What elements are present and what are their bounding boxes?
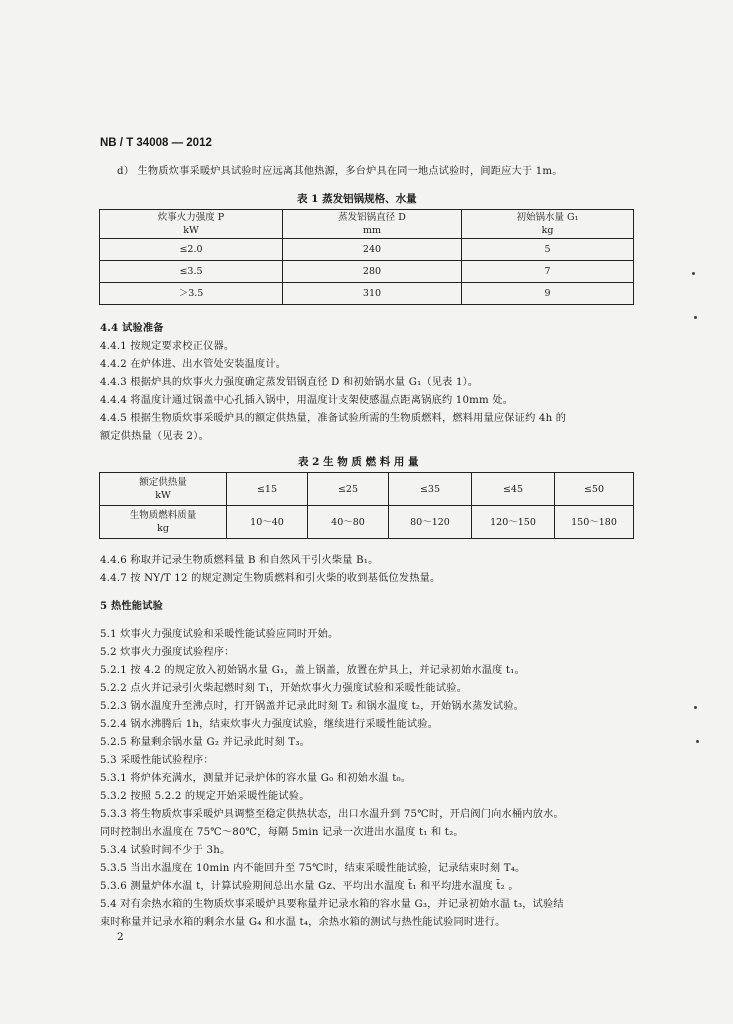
text-line: 5.2.3 锅水温度升至沸点时，打开锅盖并记录此时刻 T₂ 和锅水温度 t₂，开始锅水蒸发试验。 <box>100 701 525 712</box>
text-line: 4.4.3 根据炉具的炊事火力强度确定蒸发铝锅直径 D 和初始锅水量 G₁（见表 1）。 <box>100 377 479 388</box>
text-line: 5.3.4 试验时间不少于 3h。 <box>100 845 231 856</box>
table1-evaporating-pot-specs <box>99 209 634 305</box>
section-heading: 5 热性能试验 <box>100 600 163 612</box>
table2-cell: 150～180 <box>555 506 634 539</box>
text-line: 4.4.2 在炉体进、出水管处安装温度计。 <box>100 359 287 370</box>
scan-speck <box>694 706 697 709</box>
scan-speck <box>694 316 697 319</box>
text-line: 5.3.1 将炉体充满水，测量并记录炉体的容水量 G₀ 和初始水温 t₀。 <box>100 773 412 784</box>
page-number: 2 <box>117 931 124 943</box>
table2-cell: ≤45 <box>472 473 555 506</box>
text-line: 5.3 采暖性能试验程序： <box>100 755 214 766</box>
table1-cell: ＞3.5 <box>100 283 283 305</box>
table1-header-cell: 初始锅水量 G₁ kg <box>462 210 634 239</box>
table2-cell: ≤50 <box>555 473 634 506</box>
text-line: 5.3.6 测量炉体水温 t，计算试验期间总出水量 Gz、平均出水温度 t̄₁ 和平均进水温度 t̄₂ 。 <box>100 881 519 892</box>
table1-caption: 表 1 蒸发铝锅规格、水量 <box>297 193 417 205</box>
text-line: 5.2.1 按 4.2 的规定放入初始锅水量 G₁，盖上锅盖，放置在炉具上，并记录初始水温度 t₁。 <box>100 665 525 676</box>
table2-caption: 表 2 生 物 质 燃 料 用 量 <box>298 456 419 468</box>
table1-cell: 280 <box>283 261 462 283</box>
text-line: 5.2.4 锅水沸腾后 1h，结束炊事火力强度试验，继续进行采暖性能试验。 <box>100 719 439 730</box>
table2-cell: ≤25 <box>308 473 389 506</box>
table2-cell: 40～80 <box>308 506 389 539</box>
text-line: 5.3.3 将生物质炊事采暖炉具调整至稳定供热状态，出口水温升到 75℃时，开启阀门向水桶内放水。 <box>100 809 564 820</box>
text-line: 4.4.1 按规定要求校正仪器。 <box>100 341 235 352</box>
standard-number-header: NB / T 34008 — 2012 <box>100 137 212 149</box>
scan-speck <box>692 272 695 275</box>
text-line: d） 生物质炊事采暖炉具试验时应远离其他热源，多台炉具在同一地点试验时，间距应大于 1m。 <box>117 166 563 177</box>
text-line: 5.2.5 称量剩余锅水量 G₂ 并记录此时刻 T₃。 <box>100 737 310 748</box>
table2-biomass-fuel-quantity <box>99 472 634 539</box>
table2-cell: 120～150 <box>472 506 555 539</box>
table2-header-cell: 额定供热量 kW <box>100 473 227 506</box>
text-line: 额定供热量（见表 2）。 <box>100 431 209 442</box>
table1-cell: 7 <box>462 261 634 283</box>
table1-cell: 310 <box>283 283 462 305</box>
text-line: 4.4.6 称取并记录生物质燃料量 B 和自然风干引火柴量 B₁。 <box>100 555 379 566</box>
table1-header-cell: 蒸发铝锅直径 D mm <box>283 210 462 239</box>
table1-cell: 5 <box>462 239 634 261</box>
scan-speck <box>696 740 699 743</box>
text-line: 4.4.7 按 NY/T 12 的规定测定生物质燃料和引火柴的收到基低位发热量。 <box>100 573 441 584</box>
table1-cell: ≤3.5 <box>100 261 283 283</box>
text-line: 4.4.4 将温度计通过锅盖中心孔插入锅中，用温度计支架使感温点距离锅底约 10mm 处。 <box>100 395 514 406</box>
text-line: 5.4 对有余热水箱的生物质炊事采暖炉具要称量并记录水箱的容水量 G₃，并记录初始水温 t₃，试验结 <box>100 899 564 910</box>
table2-cell: ≤35 <box>389 473 472 506</box>
table2-cell: ≤15 <box>227 473 308 506</box>
text-line: 5.1 炊事火力强度试验和采暖性能试验应同时开始。 <box>100 629 339 640</box>
text-line: 5.2.2 点火并记录引火柴起燃时刻 T₁，开始炊事火力强度试验和采暖性能试验。 <box>100 683 468 694</box>
text-line: 5.3.2 按照 5.2.2 的规定开始采暖性能试验。 <box>100 791 310 802</box>
table2-header-cell: 生物质燃料质量 kg <box>100 506 227 539</box>
table1-cell: 240 <box>283 239 462 261</box>
table2-cell: 10～40 <box>227 506 308 539</box>
text-line: 5.2 炊事火力强度试验程序： <box>100 647 235 658</box>
table1-cell: ≤2.0 <box>100 239 283 261</box>
text-line: 束时称量并记录水箱的剩余水量 G₄ 和水温 t₄，余热水箱的测试与热性能试验同时进行。 <box>100 917 506 928</box>
text-line: 同时控制出水温度在 75℃～80℃，每隔 5min 记录一次进出水温度 t₁ 和 t₂。 <box>100 827 464 838</box>
table1-cell: 9 <box>462 283 634 305</box>
section-heading: 4.4 试验准备 <box>100 322 164 334</box>
table1-header-cell: 炊事火力强度 P kW <box>100 210 283 239</box>
table2-cell: 80～120 <box>389 506 472 539</box>
text-line: 5.3.5 当出水温度在 10min 内不能回升至 75℃时，结束采暖性能试验，记录结束时刻 T₄。 <box>100 863 526 874</box>
text-line: 4.4.5 根据生物质炊事采暖炉具的额定供热量，准备试验所需的生物质燃料，燃料用量应保证约 4h 的 <box>100 413 567 424</box>
